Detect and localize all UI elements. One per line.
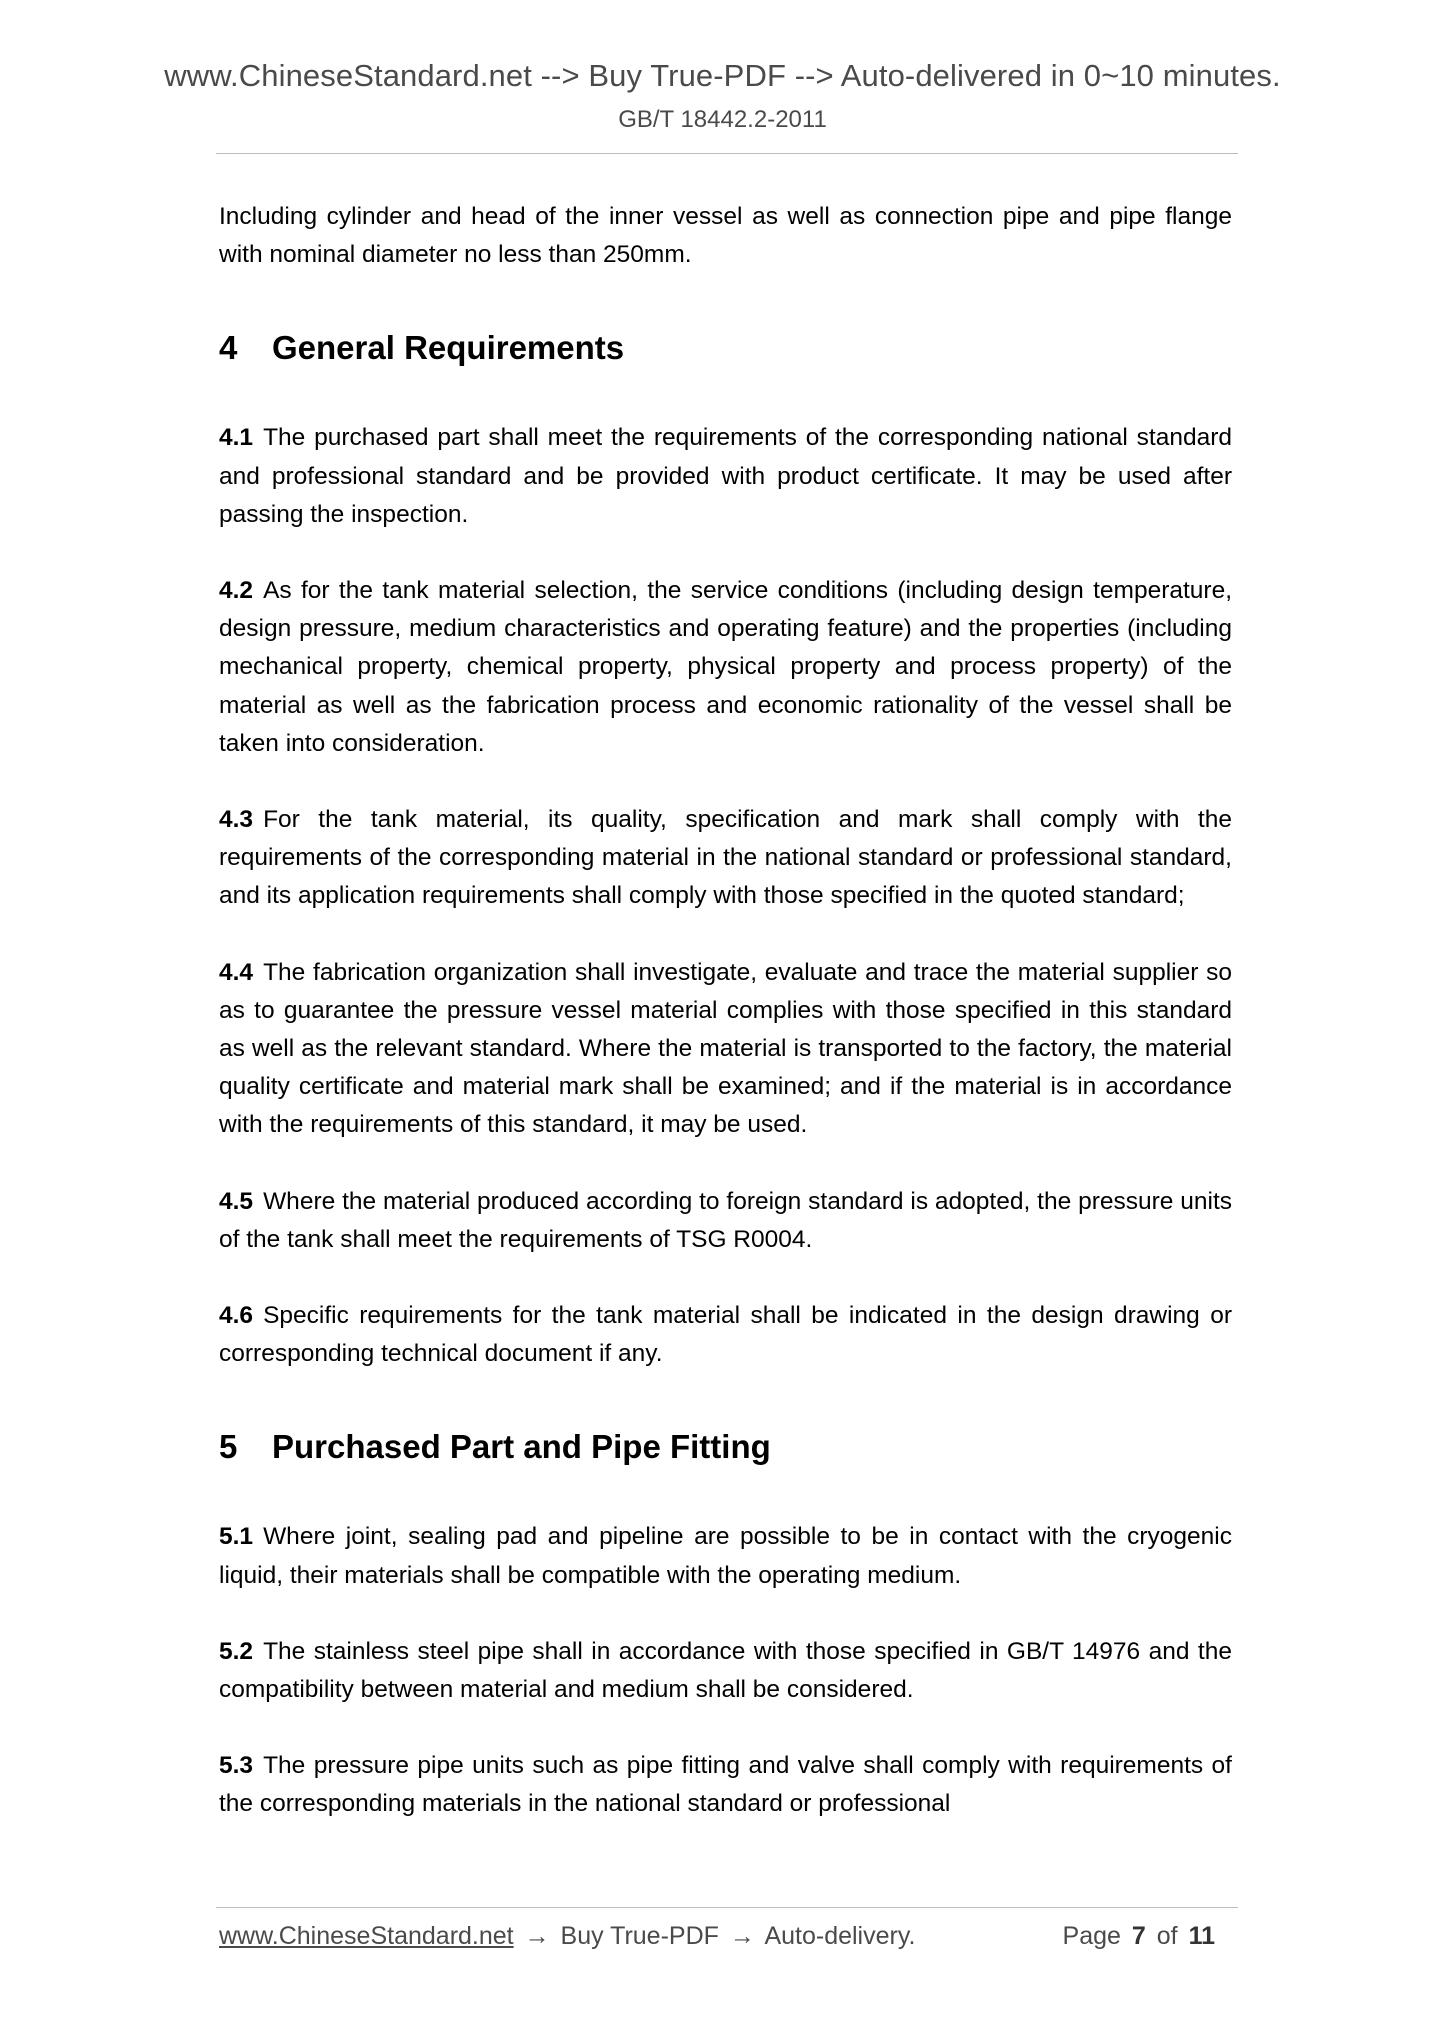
clause-4-5 bbox=[219, 1183, 1232, 1259]
section-number: 5 bbox=[219, 1428, 238, 1466]
clause-4-6 bbox=[219, 1297, 1232, 1373]
section-5-heading bbox=[219, 1427, 1232, 1467]
section-number: 4 bbox=[219, 329, 238, 367]
clause-4-4 bbox=[219, 954, 1232, 1145]
delivery-text: Auto-delivery. bbox=[764, 1922, 916, 1950]
clause-number: 4.3 bbox=[219, 806, 254, 834]
site-banner: www.ChineseStandard.net --> Buy True-PDF --> Auto-delivered in 0~10 minutes. bbox=[164, 58, 1281, 93]
footer-divider bbox=[216, 1907, 1238, 1908]
arrow-icon: → bbox=[729, 1922, 755, 1950]
standard-code: GB/T 18442.2-2011 bbox=[618, 106, 827, 133]
clause-text: The purchased part shall meet the requirements of the corresponding national standard and professional standard and be provided with product certificate. It may be used after passing the inspection. bbox=[219, 424, 1232, 528]
clause-text: The stainless steel pipe shall in accordance with those specified in GB/T 14976 and the compatibility between material and medium shall be considered. bbox=[219, 1637, 1232, 1704]
arrow-icon: → bbox=[524, 1922, 550, 1950]
clause-5-1 bbox=[219, 1518, 1232, 1594]
clause-number: 5.3 bbox=[219, 1752, 254, 1780]
clause-4-3 bbox=[219, 801, 1232, 916]
page-footer bbox=[219, 1922, 1232, 1951]
section-title: General Requirements bbox=[272, 329, 625, 367]
section-title: Purchased Part and Pipe Fitting bbox=[272, 1428, 771, 1466]
clause-number: 4.6 bbox=[219, 1302, 254, 1330]
clause-text: For the tank material, its quality, specification and mark shall comply with the requirements of the corresponding material in the national standard or professional standard, and its application requirements shall comply with those specified in the quoted standard; bbox=[219, 806, 1232, 910]
page-total: 11 bbox=[1188, 1922, 1215, 1950]
clause-number: 4.5 bbox=[219, 1187, 254, 1215]
section-4-heading bbox=[219, 328, 1232, 368]
clause-4-1 bbox=[219, 419, 1232, 534]
clause-4-2 bbox=[219, 572, 1232, 763]
clause-number: 4.4 bbox=[219, 958, 254, 986]
clause-text: The fabrication organization shall investigate, evaluate and trace the material supplier so as to guarantee the pressure vessel material complies with those specified in this standard as well as the relevant standard. Where the material is transported to the factory, the material quality certificate and material mark shall be examined; and if the material is in accordance with the requirements of this standard, it may be used. bbox=[219, 958, 1232, 1139]
clause-text: Where the material produced according to foreign standard is adopted, the pressure units of the tank shall meet the requirements of TSG R0004. bbox=[219, 1187, 1232, 1253]
site-link[interactable]: www.ChineseStandard.net bbox=[219, 1922, 514, 1950]
clause-text: Specific requirements for the tank material shall be indicated in the design drawing or corresponding technical document if any. bbox=[219, 1302, 1232, 1368]
clause-number: 4.2 bbox=[219, 577, 254, 605]
document-body bbox=[219, 198, 1232, 1824]
page-of: of bbox=[1156, 1922, 1178, 1950]
page-number: 7 bbox=[1131, 1922, 1146, 1950]
intro-paragraph: Including cylinder and head of the inner vessel as well as connection pipe and pipe flange with nominal diameter no less than 250mm. bbox=[219, 203, 1232, 269]
clause-5-3 bbox=[219, 1747, 1232, 1823]
page-indicator bbox=[1063, 1922, 1219, 1951]
page-label: Page bbox=[1062, 1922, 1121, 1950]
clause-text: Where joint, sealing pad and pipeline are possible to be in contact with the cryogenic liquid, their materials shall be compatible with the operating medium. bbox=[219, 1523, 1232, 1589]
clause-number: 5.2 bbox=[219, 1637, 254, 1665]
clause-number: 4.1 bbox=[219, 424, 254, 452]
clause-5-2 bbox=[219, 1633, 1232, 1709]
clause-text: The pressure pipe units such as pipe fitting and valve shall comply with requirements of the corresponding materials in the national standard or professional bbox=[219, 1752, 1232, 1818]
buy-text: Buy True-PDF bbox=[560, 1922, 719, 1950]
clause-text: As for the tank material selection, the service conditions (including design temperature, design pressure, medium characteristics and operating feature) and the properties (including mechanical property, chemical property, physical property and process property) of the material as well as the fabrication process and economic rationality of the vessel shall be taken into consideration. bbox=[219, 577, 1232, 757]
header-divider bbox=[216, 153, 1238, 154]
clause-number: 5.1 bbox=[219, 1523, 254, 1551]
